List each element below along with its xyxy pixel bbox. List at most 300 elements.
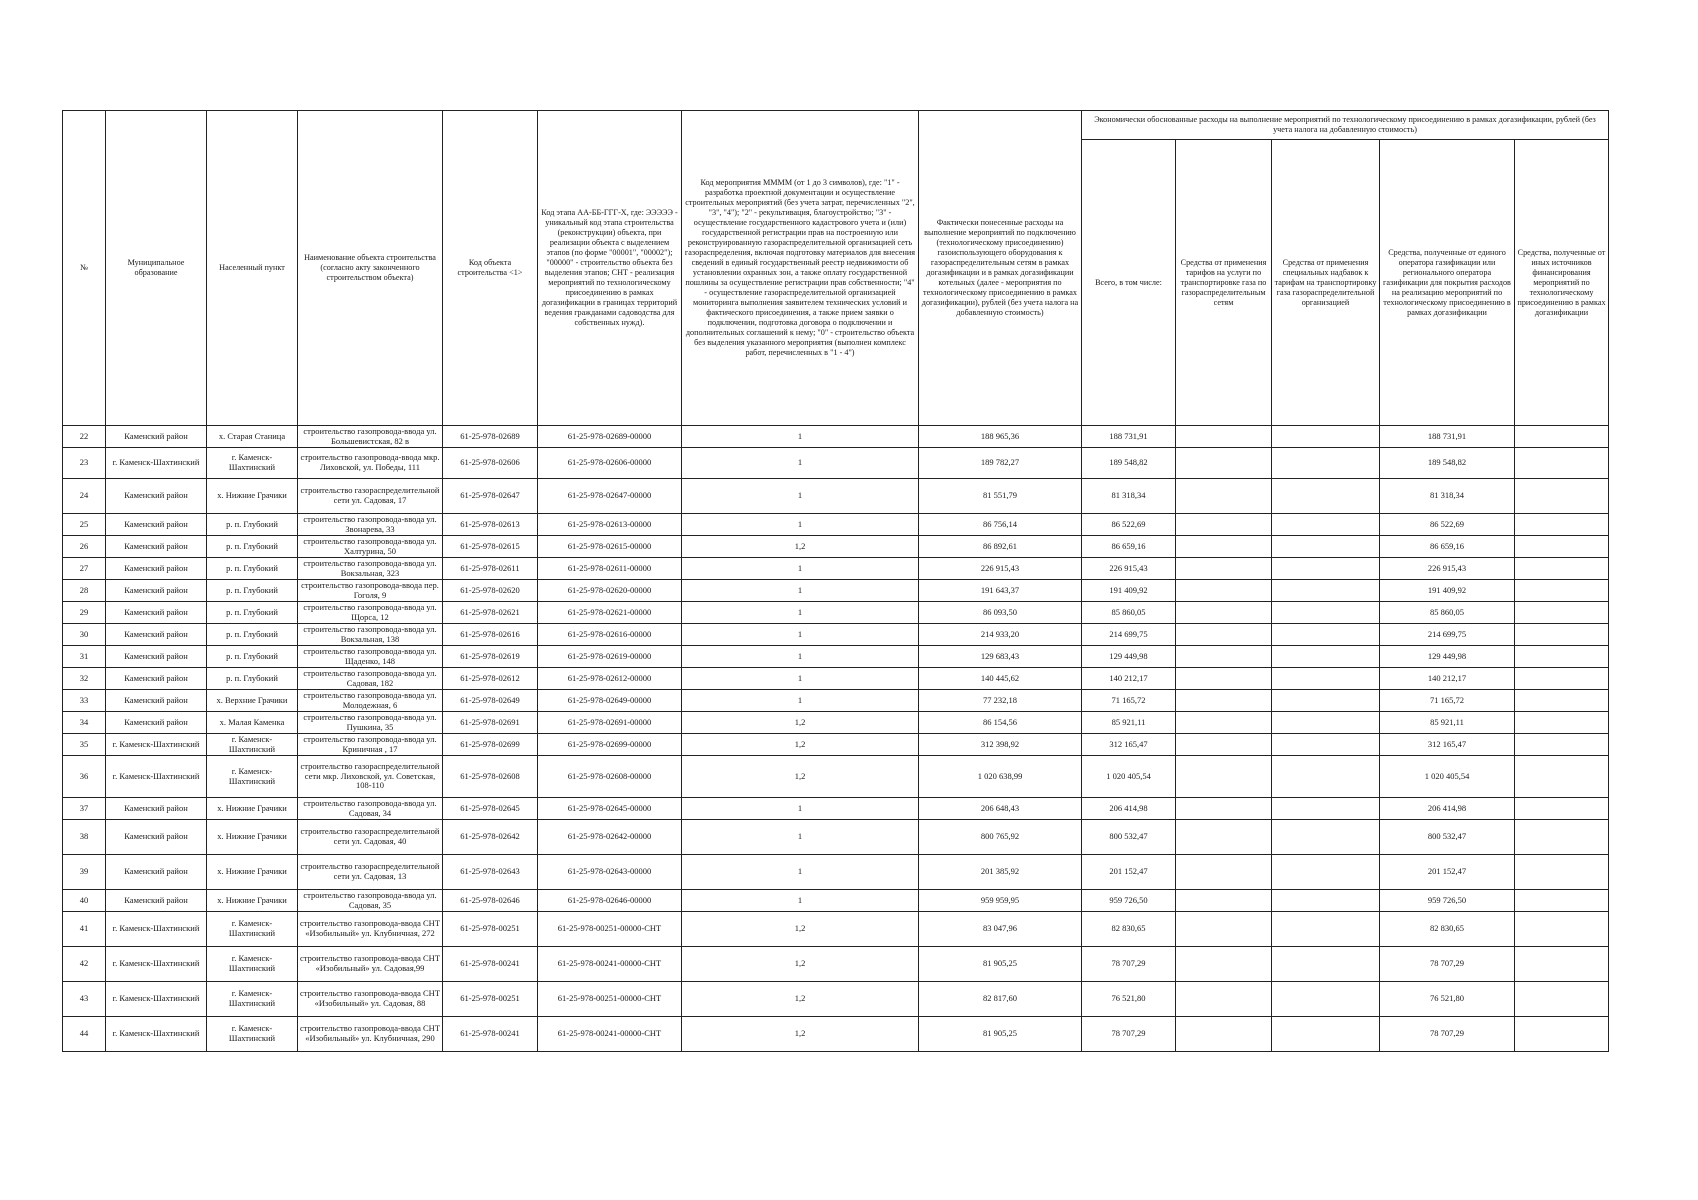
cell-special-funds — [1272, 514, 1380, 536]
cell-actual-costs: 312 398,92 — [919, 734, 1082, 756]
cell-operator-funds: 1 020 405,54 — [1380, 756, 1515, 798]
cell-object-name: строительство газопровода-ввода ул. Большевистская, 82 в — [298, 426, 443, 448]
cell-tariff-funds — [1176, 514, 1272, 536]
cell-object-code: 61-25-978-02621 — [443, 602, 538, 624]
cell-special-funds — [1272, 558, 1380, 580]
cell-object-code: 61-25-978-02645 — [443, 798, 538, 820]
cell-object-code: 61-25-978-00251 — [443, 982, 538, 1017]
cell-actual-costs: 86 154,56 — [919, 712, 1082, 734]
table-row — [63, 947, 1609, 982]
cell-stage-code: 61-25-978-02611-00000 — [538, 558, 682, 580]
cell-event-code: 1 — [682, 820, 919, 855]
cell-operator-funds: 188 731,91 — [1380, 426, 1515, 448]
header-operator-funds: Средства, полученные от единого оператора газификации или регионального оператора газификации для покрытия расходов на реализацию мероприятий по технологическому присоединению в рамках догазификации — [1380, 140, 1515, 426]
cell-settlement: г. Каменск-Шахтинский — [207, 912, 298, 947]
cell-operator-funds: 85 860,05 — [1380, 602, 1515, 624]
cell-stage-code: 61-25-978-02642-00000 — [538, 820, 682, 855]
cell-tariff-funds — [1176, 820, 1272, 855]
cell-actual-costs: 1 020 638,99 — [919, 756, 1082, 798]
cell-row-number: 23 — [63, 448, 106, 479]
cell-settlement: г. Каменск-Шахтинский — [207, 947, 298, 982]
cell-other-funds — [1515, 982, 1609, 1017]
cell-actual-costs: 86 756,14 — [919, 514, 1082, 536]
cell-settlement: х. Нижние Грачики — [207, 820, 298, 855]
cell-stage-code: 61-25-978-02649-00000 — [538, 690, 682, 712]
cell-special-funds — [1272, 890, 1380, 912]
cell-actual-costs: 86 892,61 — [919, 536, 1082, 558]
cell-settlement: р. п. Глубокий — [207, 668, 298, 690]
cell-row-number: 32 — [63, 668, 106, 690]
cell-settlement: х. Нижние Грачики — [207, 855, 298, 890]
cell-municipality: Каменский район — [106, 890, 207, 912]
cell-other-funds — [1515, 448, 1609, 479]
cell-event-code: 1 — [682, 426, 919, 448]
cell-event-code: 1,2 — [682, 912, 919, 947]
cell-event-code: 1 — [682, 558, 919, 580]
cell-other-funds — [1515, 536, 1609, 558]
cell-municipality: г. Каменск-Шахтинский — [106, 1017, 207, 1052]
cell-operator-funds: 76 521,80 — [1380, 982, 1515, 1017]
cell-operator-funds: 86 522,69 — [1380, 514, 1515, 536]
cell-object-name: строительство газопровода-ввода мкр. Лиховской, ул. Победы, 111 — [298, 448, 443, 479]
cell-total: 201 152,47 — [1082, 855, 1176, 890]
cell-special-funds — [1272, 479, 1380, 514]
cell-total: 226 915,43 — [1082, 558, 1176, 580]
cell-operator-funds: 71 165,72 — [1380, 690, 1515, 712]
cell-object-name: строительство газопровода-ввода СНТ «Изобильный» ул. Клубничная, 272 — [298, 912, 443, 947]
cell-other-funds — [1515, 580, 1609, 602]
cell-operator-funds: 86 659,16 — [1380, 536, 1515, 558]
cell-event-code: 1 — [682, 624, 919, 646]
table-row — [63, 890, 1609, 912]
cell-other-funds — [1515, 514, 1609, 536]
cell-object-name: строительство газопровода-ввода ул. Щорса, 12 — [298, 602, 443, 624]
cell-other-funds — [1515, 756, 1609, 798]
cell-tariff-funds — [1176, 690, 1272, 712]
cell-row-number: 36 — [63, 756, 106, 798]
header-other-funds: Средства, полученные от иных источников финансирования мероприятий по технологическому присоединению в рамках догазификации — [1515, 140, 1609, 426]
cell-actual-costs: 81 905,25 — [919, 947, 1082, 982]
cell-municipality: Каменский район — [106, 690, 207, 712]
cell-actual-costs: 82 817,60 — [919, 982, 1082, 1017]
table-row — [63, 646, 1609, 668]
cell-object-code: 61-25-978-02613 — [443, 514, 538, 536]
table-row — [63, 855, 1609, 890]
cell-row-number: 33 — [63, 690, 106, 712]
cell-other-funds — [1515, 855, 1609, 890]
cell-tariff-funds — [1176, 479, 1272, 514]
cell-actual-costs: 81 551,79 — [919, 479, 1082, 514]
cell-actual-costs: 201 385,92 — [919, 855, 1082, 890]
cell-stage-code: 61-25-978-00241-00000-СНТ — [538, 947, 682, 982]
table-row — [63, 798, 1609, 820]
cell-object-name: строительство газопровода-ввода ул. Пушкина, 35 — [298, 712, 443, 734]
cell-object-code: 61-25-978-02691 — [443, 712, 538, 734]
cell-stage-code: 61-25-978-02612-00000 — [538, 668, 682, 690]
cell-actual-costs: 188 965,36 — [919, 426, 1082, 448]
cell-total: 1 020 405,54 — [1082, 756, 1176, 798]
cell-tariff-funds — [1176, 712, 1272, 734]
header-actual-costs: Фактически понесенные расходы на выполнение мероприятий по подключению (технологическому присоединению) газоиспользующего оборудования к газораспределительным сетям в рамках догазификации и в рамках догазификации котельных (далее - мероприятия по технологическому присоединению в рамках догазификации), рублей (без учета налога на добавленную стоимость) — [919, 111, 1082, 426]
cell-special-funds — [1272, 1017, 1380, 1052]
cell-other-funds — [1515, 602, 1609, 624]
cell-event-code: 1 — [682, 580, 919, 602]
table-row — [63, 734, 1609, 756]
cell-stage-code: 61-25-978-00251-00000-СНТ — [538, 982, 682, 1017]
cell-operator-funds: 226 915,43 — [1380, 558, 1515, 580]
cell-total: 206 414,98 — [1082, 798, 1176, 820]
cell-total: 78 707,29 — [1082, 1017, 1176, 1052]
cell-actual-costs: 206 648,43 — [919, 798, 1082, 820]
cell-actual-costs: 83 047,96 — [919, 912, 1082, 947]
cell-special-funds — [1272, 712, 1380, 734]
table-row — [63, 690, 1609, 712]
cell-object-name: строительство газопровода-ввода СНТ «Изобильный» ул. Садовая,99 — [298, 947, 443, 982]
cell-settlement: х. Нижние Грачики — [207, 479, 298, 514]
cell-tariff-funds — [1176, 426, 1272, 448]
cell-object-code: 61-25-978-02620 — [443, 580, 538, 602]
cell-settlement: х. Нижние Грачики — [207, 890, 298, 912]
cell-object-name: строительство газораспределительной сети ул. Садовая, 40 — [298, 820, 443, 855]
tariff-table — [62, 110, 1609, 1052]
cell-municipality: Каменский район — [106, 668, 207, 690]
cell-settlement: х. Верхние Грачики — [207, 690, 298, 712]
cell-object-code: 61-25-978-02689 — [443, 426, 538, 448]
cell-special-funds — [1272, 982, 1380, 1017]
cell-special-funds — [1272, 536, 1380, 558]
cell-object-code: 61-25-978-02646 — [443, 890, 538, 912]
header-num: № — [63, 111, 106, 426]
cell-event-code: 1,2 — [682, 712, 919, 734]
cell-total: 82 830,65 — [1082, 912, 1176, 947]
cell-other-funds — [1515, 668, 1609, 690]
cell-operator-funds: 959 726,50 — [1380, 890, 1515, 912]
cell-tariff-funds — [1176, 982, 1272, 1017]
cell-stage-code: 61-25-978-02643-00000 — [538, 855, 682, 890]
cell-stage-code: 61-25-978-02699-00000 — [538, 734, 682, 756]
cell-object-code: 61-25-978-02616 — [443, 624, 538, 646]
header-total: Всего, в том числе: — [1082, 140, 1176, 426]
table-row — [63, 479, 1609, 514]
cell-municipality: Каменский район — [106, 558, 207, 580]
cell-settlement: р. п. Глубокий — [207, 536, 298, 558]
cell-municipality: Каменский район — [106, 624, 207, 646]
cell-other-funds — [1515, 798, 1609, 820]
cell-other-funds — [1515, 426, 1609, 448]
cell-event-code: 1 — [682, 855, 919, 890]
cell-stage-code: 61-25-978-02613-00000 — [538, 514, 682, 536]
cell-operator-funds: 82 830,65 — [1380, 912, 1515, 947]
cell-tariff-funds — [1176, 947, 1272, 982]
cell-stage-code: 61-25-978-02608-00000 — [538, 756, 682, 798]
cell-other-funds — [1515, 646, 1609, 668]
cell-row-number: 31 — [63, 646, 106, 668]
header-stage-code: Код этапа АА-ББ-ГГГ-Х, где: ЭЭЭЭЭ - уникальный код этапа строительства (реконструкции) объекта, при реализации объекта с выделением этапов (по форме "00001", "00002"); "00000" - строительство объекта без выделения этапов; СНТ - реализация мероприятий по технологическому присоединению в рамках догазификации в границах территорий ведения гражданами садоводства для собственных нужд). — [538, 111, 682, 426]
cell-event-code: 1 — [682, 479, 919, 514]
cell-operator-funds: 78 707,29 — [1380, 1017, 1515, 1052]
cell-total: 86 659,16 — [1082, 536, 1176, 558]
cell-object-name: строительство газопровода-ввода ул. Садовая, 35 — [298, 890, 443, 912]
cell-tariff-funds — [1176, 624, 1272, 646]
cell-municipality: г. Каменск-Шахтинский — [106, 947, 207, 982]
cell-row-number: 34 — [63, 712, 106, 734]
cell-tariff-funds — [1176, 890, 1272, 912]
cell-stage-code: 61-25-978-02619-00000 — [538, 646, 682, 668]
cell-total: 189 548,82 — [1082, 448, 1176, 479]
cell-event-code: 1 — [682, 798, 919, 820]
cell-special-funds — [1272, 912, 1380, 947]
cell-operator-funds: 206 414,98 — [1380, 798, 1515, 820]
cell-special-funds — [1272, 820, 1380, 855]
cell-total: 312 165,47 — [1082, 734, 1176, 756]
table-row — [63, 426, 1609, 448]
cell-tariff-funds — [1176, 734, 1272, 756]
cell-total: 71 165,72 — [1082, 690, 1176, 712]
cell-special-funds — [1272, 734, 1380, 756]
cell-event-code: 1 — [682, 448, 919, 479]
cell-event-code: 1 — [682, 514, 919, 536]
cell-other-funds — [1515, 734, 1609, 756]
cell-object-code: 61-25-978-02612 — [443, 668, 538, 690]
cell-special-funds — [1272, 580, 1380, 602]
cell-actual-costs: 81 905,25 — [919, 1017, 1082, 1052]
cell-other-funds — [1515, 712, 1609, 734]
cell-municipality: Каменский район — [106, 479, 207, 514]
cell-other-funds — [1515, 690, 1609, 712]
cell-object-code: 61-25-978-02643 — [443, 855, 538, 890]
cell-other-funds — [1515, 558, 1609, 580]
cell-tariff-funds — [1176, 912, 1272, 947]
cell-special-funds — [1272, 602, 1380, 624]
cell-total: 191 409,92 — [1082, 580, 1176, 602]
cell-row-number: 40 — [63, 890, 106, 912]
header-object-code: Код объекта строительства <1> — [443, 111, 538, 426]
cell-operator-funds: 189 548,82 — [1380, 448, 1515, 479]
cell-object-name: строительство газораспределительной сети ул. Садовая, 13 — [298, 855, 443, 890]
cell-row-number: 44 — [63, 1017, 106, 1052]
cell-special-funds — [1272, 855, 1380, 890]
cell-settlement: р. п. Глубокий — [207, 558, 298, 580]
cell-other-funds — [1515, 890, 1609, 912]
cell-operator-funds: 312 165,47 — [1380, 734, 1515, 756]
cell-stage-code: 61-25-978-02691-00000 — [538, 712, 682, 734]
cell-actual-costs: 189 782,27 — [919, 448, 1082, 479]
cell-municipality: Каменский район — [106, 798, 207, 820]
cell-other-funds — [1515, 1017, 1609, 1052]
table-row — [63, 820, 1609, 855]
cell-object-code: 61-25-978-02611 — [443, 558, 538, 580]
cell-settlement: р. п. Глубокий — [207, 646, 298, 668]
document-page — [62, 110, 1608, 1052]
cell-object-code: 61-25-978-02649 — [443, 690, 538, 712]
cell-total: 214 699,75 — [1082, 624, 1176, 646]
cell-object-name: строительство газопровода-ввода ул. Садовая, 34 — [298, 798, 443, 820]
cell-event-code: 1,2 — [682, 982, 919, 1017]
cell-object-name: строительство газопровода-ввода ул. Молодежная, 6 — [298, 690, 443, 712]
cell-object-name: строительство газопровода-ввода ул. Звонарева, 33 — [298, 514, 443, 536]
cell-operator-funds: 191 409,92 — [1380, 580, 1515, 602]
cell-actual-costs: 800 765,92 — [919, 820, 1082, 855]
cell-tariff-funds — [1176, 580, 1272, 602]
cell-total: 129 449,98 — [1082, 646, 1176, 668]
cell-event-code: 1,2 — [682, 734, 919, 756]
cell-special-funds — [1272, 426, 1380, 448]
cell-total: 800 532,47 — [1082, 820, 1176, 855]
cell-row-number: 41 — [63, 912, 106, 947]
cell-municipality: Каменский район — [106, 514, 207, 536]
cell-object-code: 61-25-978-02647 — [443, 479, 538, 514]
header-municipality: Муниципальное образование — [106, 111, 207, 426]
header-justified-costs-group: Экономически обоснованные расходы на выполнение мероприятий по технологическому присоединению в рамках догазификации, рублей (без учета налога на добавленную стоимость) — [1082, 111, 1609, 140]
cell-municipality: г. Каменск-Шахтинский — [106, 912, 207, 947]
cell-settlement: г. Каменск-Шахтинский — [207, 448, 298, 479]
cell-event-code: 1 — [682, 646, 919, 668]
cell-object-name: строительство газопровода-ввода ул. Вокзальная, 323 — [298, 558, 443, 580]
cell-total: 85 921,11 — [1082, 712, 1176, 734]
cell-row-number: 22 — [63, 426, 106, 448]
cell-total: 959 726,50 — [1082, 890, 1176, 912]
cell-municipality: Каменский район — [106, 602, 207, 624]
table-row — [63, 982, 1609, 1017]
cell-stage-code: 61-25-978-00241-00000-СНТ — [538, 1017, 682, 1052]
cell-other-funds — [1515, 912, 1609, 947]
cell-object-name: строительство газопровода-ввода ул. Халтурина, 50 — [298, 536, 443, 558]
cell-actual-costs: 86 093,50 — [919, 602, 1082, 624]
cell-event-code: 1 — [682, 890, 919, 912]
cell-operator-funds: 85 921,11 — [1380, 712, 1515, 734]
cell-special-funds — [1272, 646, 1380, 668]
cell-event-code: 1,2 — [682, 536, 919, 558]
cell-stage-code: 61-25-978-02606-00000 — [538, 448, 682, 479]
cell-row-number: 28 — [63, 580, 106, 602]
cell-municipality: Каменский район — [106, 580, 207, 602]
cell-object-name: строительство газопровода-ввода ул. Криничная , 17 — [298, 734, 443, 756]
cell-special-funds — [1272, 448, 1380, 479]
table-row — [63, 448, 1609, 479]
cell-settlement: г. Каменск-Шахтинский — [207, 1017, 298, 1052]
cell-row-number: 38 — [63, 820, 106, 855]
cell-object-code: 61-25-978-02619 — [443, 646, 538, 668]
table-row — [63, 1017, 1609, 1052]
cell-operator-funds: 800 532,47 — [1380, 820, 1515, 855]
cell-row-number: 39 — [63, 855, 106, 890]
cell-actual-costs: 129 683,43 — [919, 646, 1082, 668]
cell-settlement: х. Старая Станица — [207, 426, 298, 448]
cell-operator-funds: 140 212,17 — [1380, 668, 1515, 690]
cell-object-name: строительство газопровода-ввода пер. Гоголя, 9 — [298, 580, 443, 602]
cell-row-number: 29 — [63, 602, 106, 624]
table-row — [63, 558, 1609, 580]
cell-tariff-funds — [1176, 558, 1272, 580]
cell-operator-funds: 214 699,75 — [1380, 624, 1515, 646]
cell-settlement: р. п. Глубокий — [207, 514, 298, 536]
cell-special-funds — [1272, 798, 1380, 820]
cell-row-number: 35 — [63, 734, 106, 756]
cell-municipality: Каменский район — [106, 426, 207, 448]
cell-tariff-funds — [1176, 798, 1272, 820]
cell-tariff-funds — [1176, 756, 1272, 798]
cell-municipality: г. Каменск-Шахтинский — [106, 982, 207, 1017]
cell-stage-code: 61-25-978-02621-00000 — [538, 602, 682, 624]
cell-settlement: х. Нижние Грачики — [207, 798, 298, 820]
cell-row-number: 27 — [63, 558, 106, 580]
cell-object-name: строительство газораспределительной сети мкр. Лиховской, ул. Советская, 108-110 — [298, 756, 443, 798]
cell-object-name: строительство газопровода-ввода ул. Садовая, 182 — [298, 668, 443, 690]
cell-operator-funds: 129 449,98 — [1380, 646, 1515, 668]
cell-event-code: 1 — [682, 668, 919, 690]
cell-stage-code: 61-25-978-02620-00000 — [538, 580, 682, 602]
cell-other-funds — [1515, 479, 1609, 514]
cell-total: 78 707,29 — [1082, 947, 1176, 982]
cell-object-name: строительство газопровода-ввода СНТ «Изобильный» ул. Клубничная, 290 — [298, 1017, 443, 1052]
cell-actual-costs: 191 643,37 — [919, 580, 1082, 602]
cell-total: 140 212,17 — [1082, 668, 1176, 690]
cell-event-code: 1,2 — [682, 947, 919, 982]
table-row — [63, 624, 1609, 646]
cell-operator-funds: 201 152,47 — [1380, 855, 1515, 890]
cell-tariff-funds — [1176, 536, 1272, 558]
cell-stage-code: 61-25-978-02615-00000 — [538, 536, 682, 558]
cell-event-code: 1 — [682, 690, 919, 712]
cell-actual-costs: 140 445,62 — [919, 668, 1082, 690]
cell-event-code: 1 — [682, 602, 919, 624]
cell-municipality: Каменский район — [106, 820, 207, 855]
cell-actual-costs: 214 933,20 — [919, 624, 1082, 646]
cell-special-funds — [1272, 756, 1380, 798]
cell-row-number: 43 — [63, 982, 106, 1017]
cell-event-code: 1,2 — [682, 1017, 919, 1052]
cell-actual-costs: 226 915,43 — [919, 558, 1082, 580]
cell-object-code: 61-25-978-02606 — [443, 448, 538, 479]
table-row — [63, 514, 1609, 536]
header-settlement: Населенный пункт — [207, 111, 298, 426]
table-row — [63, 712, 1609, 734]
cell-stage-code: 61-25-978-02645-00000 — [538, 798, 682, 820]
header-event-code: Код мероприятия ММММ (от 1 до 3 символов), где: "1" - разработка проектной документации и осуществление строительных мероприятий (без учета затрат, перечисленных "2", "3", "4"); "2" - рекультивация, благоустройство; "3" - осуществление государственного кадастрового учета и (или) государственной регистрации прав на построенную или реконструированную газораспределительной организацией сеть газораспределения, включая подготовку материалов для внесения сведений в единый государственный реестр недвижимости об установлении охранных зон, а также оплату государственной пошлины за осуществление регистрации прав собственности; "4" - осуществление газораспределительной организацией мониторинга выполнения заявителем технических условий и фактического присоединения, а также прием заявки о подключении, подготовка договора о подключении и дополнительных соглашений к нему; "0" - строительство объекта без выделения указанного мероприятия (выполнен комплекс работ, перечисленных в "1 - 4") — [682, 111, 919, 426]
header-tariff-funds: Средства от применения тарифов на услуги по транспортировке газа по газораспределительным сетям — [1176, 140, 1272, 426]
cell-operator-funds: 78 707,29 — [1380, 947, 1515, 982]
cell-object-name: строительство газопровода-ввода СНТ «Изобильный» ул. Садовая, 88 — [298, 982, 443, 1017]
cell-object-code: 61-25-978-02615 — [443, 536, 538, 558]
cell-event-code: 1,2 — [682, 756, 919, 798]
cell-object-code: 61-25-978-00241 — [443, 1017, 538, 1052]
cell-actual-costs: 959 959,95 — [919, 890, 1082, 912]
cell-municipality: Каменский район — [106, 712, 207, 734]
cell-tariff-funds — [1176, 855, 1272, 890]
cell-settlement: г. Каменск-Шахтинский — [207, 982, 298, 1017]
table-row — [63, 580, 1609, 602]
header-object-name: Наименование объекта строительства (согласно акту законченного строительством объекта) — [298, 111, 443, 426]
header-special-surcharge-funds: Средства от применения специальных надбавок к тарифам на транспортировку газа газораспределительной организацией — [1272, 140, 1380, 426]
cell-total: 188 731,91 — [1082, 426, 1176, 448]
cell-operator-funds: 81 318,34 — [1380, 479, 1515, 514]
cell-tariff-funds — [1176, 448, 1272, 479]
cell-stage-code: 61-25-978-02616-00000 — [538, 624, 682, 646]
cell-tariff-funds — [1176, 668, 1272, 690]
table-row — [63, 536, 1609, 558]
cell-stage-code: 61-25-978-02647-00000 — [538, 479, 682, 514]
cell-object-name: строительство газопровода-ввода ул. Вокзальная, 138 — [298, 624, 443, 646]
cell-settlement: р. п. Глубокий — [207, 624, 298, 646]
cell-special-funds — [1272, 624, 1380, 646]
cell-other-funds — [1515, 820, 1609, 855]
cell-total: 81 318,34 — [1082, 479, 1176, 514]
cell-object-code: 61-25-978-02608 — [443, 756, 538, 798]
cell-row-number: 25 — [63, 514, 106, 536]
cell-other-funds — [1515, 624, 1609, 646]
cell-row-number: 30 — [63, 624, 106, 646]
cell-municipality: Каменский район — [106, 646, 207, 668]
